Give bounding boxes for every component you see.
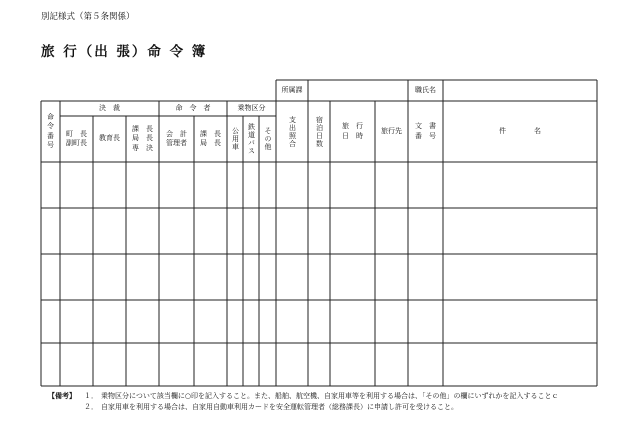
name-label: 職氏名 bbox=[415, 85, 436, 94]
commander-accounting-header: 会 計 管理者 bbox=[166, 129, 187, 147]
remark-item bbox=[48, 391, 593, 402]
travel-date-header: 旅 行 日 時 bbox=[342, 122, 363, 140]
remark-number: ２． bbox=[84, 402, 98, 411]
payment-check-header: 支出照合 bbox=[288, 115, 297, 148]
subject-header: 件 名 bbox=[499, 126, 541, 135]
lodging-days-header: 宿泊日数 bbox=[315, 115, 324, 148]
vehicle-public-car-header: 公用車 bbox=[231, 127, 240, 151]
approval-education-header: 教育長 bbox=[99, 134, 120, 143]
dept-label: 所属課 bbox=[281, 85, 303, 94]
remarks bbox=[48, 391, 593, 412]
remark-text: 乗物区分について該当欄に○印を記入すること。また、船舶、航空機、自家用車等を利用する場合は、「その他」の欄にいずれかを記入することｃ bbox=[101, 392, 559, 400]
remark-text: 自家用車を利用する場合は、自家用自動車利用カードを安全運転管理者（総務課長）に申請し許可を受けること。 bbox=[101, 402, 458, 411]
commander-header: 命 令 者 bbox=[175, 103, 211, 112]
remark-number: １． bbox=[84, 392, 98, 400]
destination-header: 旅行先 bbox=[381, 126, 402, 135]
document-number-header: 文 書 番 号 bbox=[415, 122, 436, 140]
commander-section-header: 課 長 局 長 bbox=[200, 129, 221, 147]
vehicle-rail-bus-header: 鉄道バス bbox=[247, 123, 256, 155]
approval-director-header: 課 長 局 長 専 決 bbox=[132, 124, 153, 152]
vehicle-header: 乗物区分 bbox=[237, 103, 266, 112]
remark-item bbox=[48, 402, 593, 413]
vehicle-other-header: その他 bbox=[264, 127, 273, 151]
form-label: 別記様式（第５条関係） bbox=[41, 12, 135, 22]
approval-header: 決 裁 bbox=[99, 103, 120, 112]
remarks-heading: 【備考】 bbox=[48, 391, 76, 400]
order-number-header: 命 令 番 号 bbox=[47, 112, 54, 149]
approval-mayor-header: 町 長 副町長 bbox=[66, 129, 87, 147]
page-title: 旅 行（出 張）命 令 簿 bbox=[41, 44, 208, 60]
